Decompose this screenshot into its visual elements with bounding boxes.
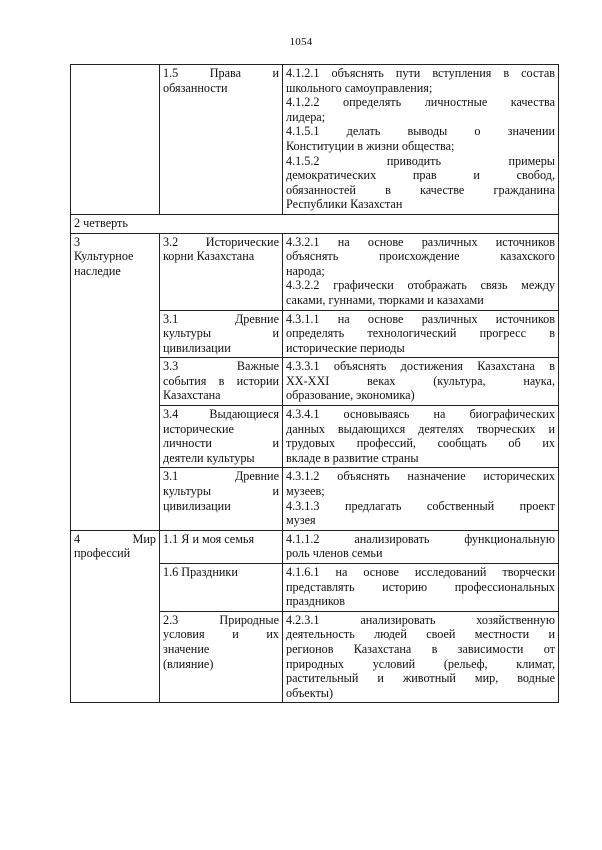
section-line: 3 xyxy=(74,234,81,249)
page-number: 1054 xyxy=(289,36,313,48)
outcome-line: XX-XXI веках (культура, наука, xyxy=(286,373,555,388)
outcome-line: музеев; xyxy=(286,484,325,499)
outcomes-cell xyxy=(283,611,559,703)
topic-line: 3.2 Исторические xyxy=(163,234,279,249)
topic-line: Казахстана xyxy=(163,388,221,403)
table-row xyxy=(71,233,559,310)
outcome-line: 4.3.4.1 основываясь на биографических xyxy=(286,407,555,422)
topic-cell xyxy=(160,233,283,310)
outcome-line: исторические периоды xyxy=(286,340,405,355)
topic-line: цивилизации xyxy=(163,498,231,513)
outcome-line: данных выдающихся деятелях творческих и xyxy=(286,421,555,436)
outcome-line: 4.2.3.1 анализировать хозяйственную xyxy=(286,612,555,627)
topic-line: 1.5 Права и xyxy=(163,66,279,80)
topic-line: деятели культуры xyxy=(163,450,255,465)
section-line: Культурное xyxy=(74,249,134,264)
topic-line: 3.1 Древние xyxy=(163,311,279,326)
outcome-line: музея xyxy=(286,513,316,528)
outcome-line: 4.3.2.2 графически отображать связь между xyxy=(286,278,555,293)
outcome-line: представлять историю профессиональных xyxy=(286,579,555,594)
section-line: профессий xyxy=(74,546,131,561)
topic-cell xyxy=(160,611,283,703)
outcome-line: трудовых профессий, сообщать об их xyxy=(286,436,555,451)
outcomes-cell xyxy=(283,564,559,612)
table-row xyxy=(71,530,559,563)
outcomes-cell xyxy=(283,65,559,215)
outcomes-cell xyxy=(283,530,559,563)
topic-line: 3.3 Важные xyxy=(163,359,279,374)
topic-line: условия и их xyxy=(163,627,279,642)
table-row xyxy=(71,214,559,233)
topic-cell xyxy=(160,310,283,358)
section-cell xyxy=(71,530,160,703)
outcome-line: растительный и животный мир, водные xyxy=(286,671,555,686)
outcome-line: 4.3.1.2 объяснять назначение исторических xyxy=(286,469,555,484)
topic-line: 2.3 Природные xyxy=(163,612,279,627)
topic-cell xyxy=(160,468,283,530)
outcome-line: 4.3.3.1 объяснять достижения Казахстана в xyxy=(286,359,555,374)
topic-line: личности и xyxy=(163,436,279,451)
outcome-line: народа; xyxy=(286,263,325,278)
outcome-line: природных условий (рельеф, климат, xyxy=(286,656,555,671)
topic-cell xyxy=(160,65,283,215)
curriculum-table xyxy=(70,64,559,703)
topic-cell xyxy=(160,530,283,563)
outcome-line: вкладе в развитие страны xyxy=(286,450,419,465)
section-line: наследие xyxy=(74,263,121,278)
outcome-line: саками, гуннами, тюрками и казахами xyxy=(286,292,484,307)
outcome-line: роль членов семьи xyxy=(286,546,383,561)
topic-line: цивилизации xyxy=(163,340,231,355)
table-row xyxy=(71,65,559,215)
outcome-line: регионов Казахстана в зависимости от xyxy=(286,641,555,656)
topic-line: 3.4 Выдающиеся xyxy=(163,407,279,422)
section-cell xyxy=(71,233,160,530)
section-cell xyxy=(71,65,160,215)
section-line: 4 Мир xyxy=(74,531,156,546)
topic-line: обязанности xyxy=(163,80,228,95)
outcome-line: 4.1.2.1 объяснять пути вступления в состав xyxy=(286,66,555,80)
outcome-line: образование, экономика) xyxy=(286,388,415,403)
topic-line: культуры и xyxy=(163,484,279,499)
outcomes-cell xyxy=(283,406,559,468)
outcome-line: объекты) xyxy=(286,685,334,700)
topic-line: культуры и xyxy=(163,326,279,341)
outcome-line: Республики Казахстан xyxy=(286,197,403,212)
outcome-line: обязанностей в качестве гражданина xyxy=(286,182,555,197)
outcomes-cell xyxy=(283,310,559,358)
quarter-label: 2 четверть xyxy=(71,214,559,233)
outcome-line: 4.1.5.2 приводить примеры xyxy=(286,153,555,168)
topic-cell xyxy=(160,406,283,468)
outcome-line: деятельность людей своей местности и xyxy=(286,627,555,642)
outcome-line: определять технологический прогресс в xyxy=(286,326,555,341)
topic-line: (влияние) xyxy=(163,656,214,671)
outcome-line: 4.3.1.1 на основе различных источников xyxy=(286,311,555,326)
topic-cell xyxy=(160,564,283,612)
outcome-line: 4.1.1.2 анализировать функциональную xyxy=(286,531,555,546)
outcome-line: объяснять происхождение казахского xyxy=(286,249,555,264)
outcomes-cell xyxy=(283,468,559,530)
outcome-line: школьного самоуправления; xyxy=(286,80,433,95)
topic-line: исторические xyxy=(163,421,234,436)
topic-line: 1.1 Я и моя семья xyxy=(163,531,255,546)
topic-line: 3.1 Древние xyxy=(163,469,279,484)
outcome-line: 4.3.2.1 на основе различных источников xyxy=(286,234,555,249)
topic-line: 1.6 Праздники xyxy=(163,565,238,579)
outcome-line: 4.3.1.3 предлагать собственный проект xyxy=(286,498,555,513)
outcome-line: 4.1.6.1 на основе исследований творчески xyxy=(286,565,555,579)
topic-line: значение xyxy=(163,641,210,656)
outcome-line: 4.1.2.2 определять личностные качества xyxy=(286,95,555,110)
topic-cell xyxy=(160,358,283,406)
topic-line: корни Казахстана xyxy=(163,249,255,264)
topic-line: события в истории xyxy=(163,373,279,388)
outcomes-cell xyxy=(283,233,559,310)
outcome-line: лидера; xyxy=(286,109,326,124)
outcome-line: демократических прав и свобод, xyxy=(286,168,555,183)
outcome-line: Конституции в жизни общества; xyxy=(286,138,455,153)
outcome-line: 4.1.5.1 делать выводы о значении xyxy=(286,124,555,139)
outcomes-cell xyxy=(283,358,559,406)
outcome-line: праздников xyxy=(286,594,346,609)
